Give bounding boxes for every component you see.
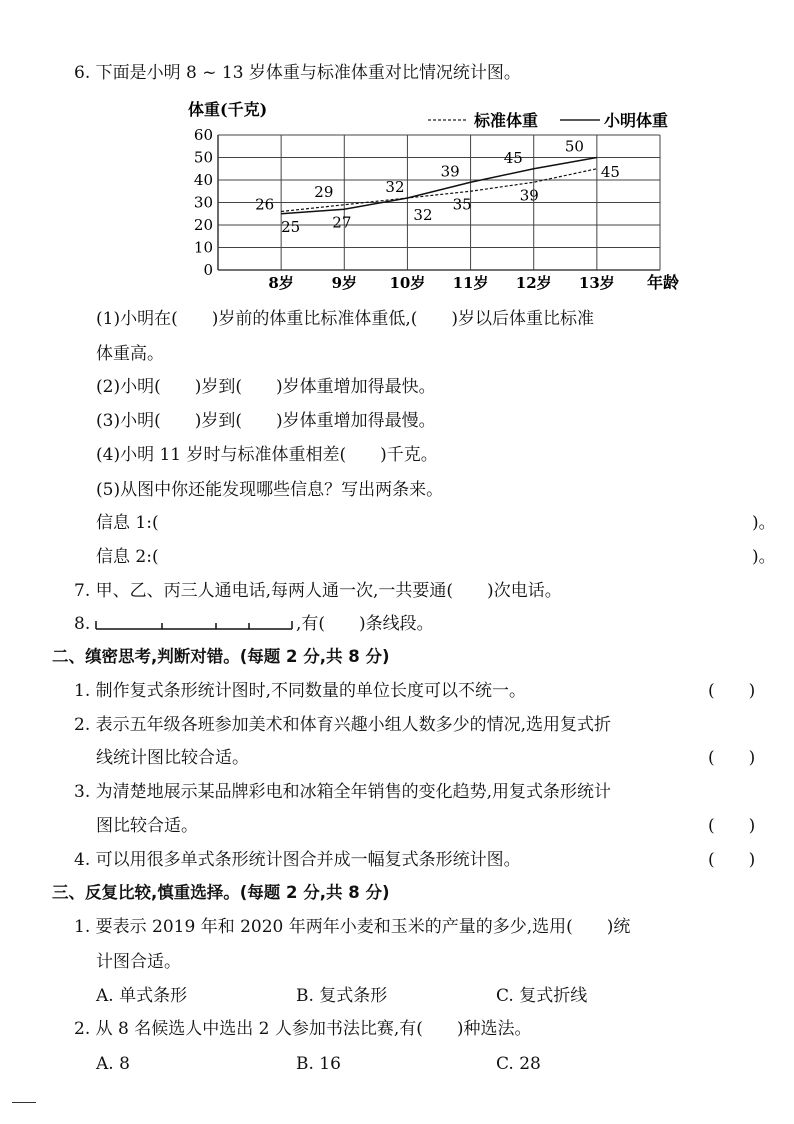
chart-grid [218,135,660,270]
data-label-standard: 35 [452,195,472,214]
data-label-standard: 39 [519,186,539,205]
data-label-xiaoming: 50 [564,137,584,156]
y-tick-label: 40 [193,171,213,189]
q6-sub5: (5)从图中你还能发现哪些信息？写出两条来。 [96,480,444,500]
page-footer-rule [12,1102,36,1103]
info2-label: 信息 2:( [96,547,159,567]
s3-q2-option-c: C. 28 [496,1054,541,1074]
x-tick-label: 10岁 [389,274,426,292]
data-label-xiaoming: 45 [503,148,523,167]
y-tick-label: 20 [193,216,213,234]
s2-item4: 4. 可以用很多单式条形统计图合并成一幅复式条形统计图。 [74,850,521,870]
data-label-xiaoming: 27 [332,213,352,232]
s2-item3: 3. 为清楚地展示某品牌彩电和冰箱全年销售的变化趋势,用复式条形统计 [74,782,612,802]
s3-q1-option-c: C. 复式折线 [496,986,588,1006]
q6-sub2: (2)小明( )岁到( )岁体重增加得最快。 [96,377,436,397]
weight-line-chart [180,95,720,300]
section2-heading: 二、缜密思考,判断对错。(每题 2 分,共 8 分) [52,647,390,666]
q6-sub4: (4)小明 11 岁时与标准体重相差( )千克。 [96,445,438,465]
data-label-xiaoming: 25 [281,217,301,236]
y-tick-labels [194,126,213,279]
s2-item2-paren: ( ) [708,748,756,768]
q8-prefix: 8. [74,614,91,634]
data-label-standard: 32 [385,178,405,196]
q6-title: 6. 下面是小明 8 ~ 13 岁体重与标准体重对比情况统计图。 [74,63,521,83]
x-tick-label: 12岁 [515,274,552,292]
y-axis-label: 体重(千克) [188,100,268,119]
q7: 7. 甲、乙、丙三人通电话,每两人通一次,一共要通( )次电话。 [74,581,562,601]
s3-q1-option-b: B. 复式条形 [296,986,388,1006]
chart-legend [428,111,668,130]
q8-suffix: ,有( )条线段。 [296,614,434,634]
y-tick-label: 30 [193,193,213,212]
q6-sub1: (1)小明在( )岁前的体重比标准体重低,( )岁以后体重比标准 [96,309,595,329]
y-tick-label: 60 [193,126,213,144]
data-label-standard: 45 [600,162,620,181]
x-tick-label: 13岁 [578,274,615,292]
s3-q2-option-b: B. 16 [296,1054,341,1074]
s3-q1-cont: 计图合适。 [96,952,181,972]
q6-sub1-cont: 体重高。 [96,344,164,364]
s2-item3-cont: 图比较合适。 [96,816,198,836]
s3-q1: 1. 要表示 2019 年和 2020 年两年小麦和玉米的产量的多少,选用( )统 [74,917,631,937]
x-tick-label: 11岁 [452,274,489,292]
s3-q2: 2. 从 8 名候选人中选出 2 人参加书法比赛,有( )种选法。 [74,1019,532,1039]
s2-item2: 2. 表示五年级各班参加美术和体育兴趣小组人数多少的情况,选用复式折 [74,715,612,735]
x-tick-labels [268,274,614,292]
data-label-xiaoming: 39 [440,162,460,181]
y-tick-label: 50 [193,148,213,167]
s3-q2-option-a: A. 8 [96,1054,130,1074]
y-tick-label: 10 [193,238,213,257]
s2-item2-cont: 线统计图比较合适。 [96,748,249,768]
data-label-xiaoming: 32 [413,206,433,224]
s2-item4-paren: ( ) [708,850,756,870]
section3-heading: 三、反复比较,慎重选择。(每题 2 分,共 8 分) [52,883,390,902]
legend-label-standard: 标准体重 [474,111,539,130]
x-axis-label: 年龄 [647,273,680,292]
data-label-standard: 26 [255,195,275,214]
s2-item3-paren: ( ) [708,816,756,836]
data-label-standard: 29 [314,182,334,201]
legend-label-xiaoming: 小明体重 [604,111,669,130]
s2-item1: 1. 制作复式条形统计图时,不同数量的单位长度可以不统一。 [74,681,527,701]
info1-close: )。 [752,513,776,533]
x-tick-label: 9岁 [331,274,358,292]
s3-q1-option-a: A. 单式条形 [96,986,188,1006]
data-labels [255,138,620,236]
s2-item1-paren: ( ) [708,681,756,701]
q6-sub3: (3)小明( )岁到( )岁体重增加得最慢。 [96,411,436,431]
info1-label: 信息 1:( [96,513,159,533]
x-tick-label: 8岁 [268,274,294,292]
info2-close: )。 [752,547,776,567]
y-tick-label: 0 [203,261,213,279]
segment-figure [94,612,296,634]
